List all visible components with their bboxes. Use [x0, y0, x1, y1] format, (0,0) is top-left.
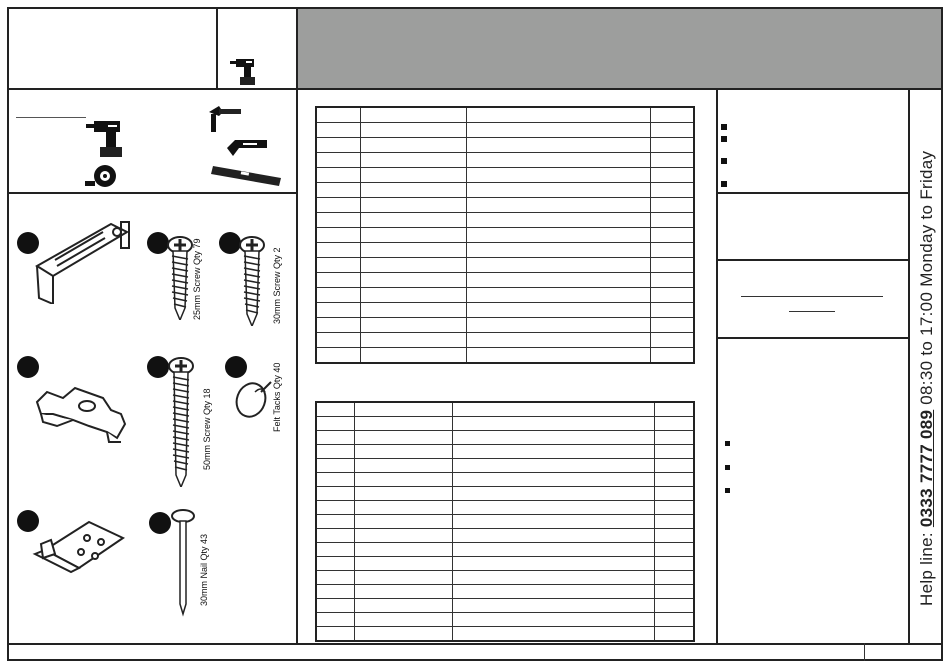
table-cell — [354, 445, 452, 459]
table-cell — [452, 445, 654, 459]
table-cell — [354, 599, 452, 613]
25mm-screw-icon — [165, 236, 195, 320]
table-cell — [654, 417, 694, 431]
table-row — [316, 153, 694, 168]
table-cell — [360, 258, 466, 273]
table-cell — [466, 213, 650, 228]
table-cell — [452, 571, 654, 585]
table-cell — [360, 123, 466, 138]
table-row — [316, 168, 694, 183]
table-cell — [650, 288, 694, 303]
table-cell — [452, 627, 654, 642]
table-cell — [354, 501, 452, 515]
50mm-screw-label: 50mm Screw Qty 18 — [202, 388, 212, 470]
hardware-section — [9, 194, 296, 642]
table-cell — [360, 213, 466, 228]
table-cell — [650, 243, 694, 258]
table-row — [316, 585, 694, 599]
table-cell — [654, 487, 694, 501]
table-cell — [316, 153, 360, 168]
table-row — [316, 473, 694, 487]
table-cell — [650, 123, 694, 138]
table-row — [316, 213, 694, 228]
table-cell — [466, 348, 650, 364]
table-cell — [650, 213, 694, 228]
table-cell — [354, 585, 452, 599]
table-cell — [360, 138, 466, 153]
table-cell — [466, 303, 650, 318]
table-cell — [316, 303, 360, 318]
hasp-hinge-icon — [31, 214, 135, 304]
table-row — [316, 613, 694, 627]
table-cell — [650, 348, 694, 364]
table-row — [316, 501, 694, 515]
table-cell — [466, 138, 650, 153]
cordless-drill-icon — [86, 115, 126, 159]
table-cell — [316, 585, 354, 599]
table-row — [316, 138, 694, 153]
table-cell — [316, 198, 360, 213]
table-cell — [316, 473, 354, 487]
table-cell — [316, 557, 354, 571]
table-cell — [650, 228, 694, 243]
table-cell — [316, 459, 354, 473]
table-cell — [354, 571, 452, 585]
tools-heading-underline — [16, 117, 86, 118]
table-cell — [452, 529, 654, 543]
table-row — [316, 123, 694, 138]
help-line-phone[interactable]: 0333 7777 089 — [917, 409, 936, 528]
turnbuckle-clip-icon — [33, 380, 129, 446]
table-row — [316, 417, 694, 431]
table-row — [316, 333, 694, 348]
table-row — [316, 487, 694, 501]
table-cell — [360, 288, 466, 303]
header-tool-box — [216, 7, 298, 90]
table-row — [316, 243, 694, 258]
table-row — [316, 543, 694, 557]
felt-tack-icon — [233, 372, 273, 422]
table-cell — [316, 183, 360, 198]
table-row — [316, 599, 694, 613]
bullet-5 — [725, 441, 730, 446]
table-cell — [316, 627, 354, 642]
table-row — [316, 183, 694, 198]
table-row — [316, 627, 694, 642]
table-cell — [654, 515, 694, 529]
table-cell — [354, 627, 452, 642]
hardware-badge-4 — [17, 356, 39, 378]
table-row — [316, 515, 694, 529]
table-cell — [452, 501, 654, 515]
signature-subline — [789, 311, 835, 312]
table-cell — [650, 138, 694, 153]
spirit-level-icon — [211, 162, 283, 188]
table-cell — [316, 288, 360, 303]
25mm-screw-label: 25mm Screw Qty 79 — [192, 238, 202, 320]
table-cell — [466, 258, 650, 273]
table-cell — [650, 198, 694, 213]
table-cell — [466, 333, 650, 348]
table-cell — [654, 459, 694, 473]
table-row — [316, 258, 694, 273]
table-cell — [466, 228, 650, 243]
table-cell — [650, 273, 694, 288]
table-cell — [452, 473, 654, 487]
parts-table-top — [315, 106, 695, 364]
table-cell — [452, 599, 654, 613]
table-row — [316, 273, 694, 288]
table-cell — [360, 228, 466, 243]
table-cell — [316, 613, 354, 627]
utility-knife-icon — [225, 134, 269, 158]
50mm-screw-icon — [166, 357, 196, 487]
table-cell — [466, 243, 650, 258]
table-row — [316, 348, 694, 364]
table-cell — [360, 107, 466, 123]
table-cell — [316, 348, 360, 364]
table-cell — [316, 318, 360, 333]
table-cell — [466, 123, 650, 138]
table-row — [316, 303, 694, 318]
30mm-screw-label: 30mm Screw Qty 2 — [272, 247, 282, 324]
table-cell — [452, 459, 654, 473]
table-cell — [654, 431, 694, 445]
table-cell — [360, 183, 466, 198]
table-cell — [452, 557, 654, 571]
table-cell — [316, 123, 360, 138]
table-cell — [360, 318, 466, 333]
table-cell — [654, 557, 694, 571]
table-row — [316, 459, 694, 473]
table-cell — [360, 168, 466, 183]
butt-hinge-icon — [31, 514, 127, 574]
table-row — [316, 228, 694, 243]
table-cell — [466, 168, 650, 183]
table-cell — [650, 333, 694, 348]
table-cell — [354, 515, 452, 529]
claw-hammer-icon — [207, 104, 243, 134]
table-cell — [360, 273, 466, 288]
table-cell — [452, 487, 654, 501]
table-cell — [452, 402, 654, 417]
table-cell — [654, 402, 694, 417]
table-cell — [654, 445, 694, 459]
table-cell — [650, 258, 694, 273]
table-cell — [316, 543, 354, 557]
hardware-badge-8 — [149, 512, 171, 534]
table-cell — [354, 557, 452, 571]
table-row — [316, 318, 694, 333]
table-cell — [316, 138, 360, 153]
table-row — [316, 557, 694, 571]
header-title-banner — [296, 7, 943, 90]
table-cell — [360, 243, 466, 258]
table-cell — [452, 585, 654, 599]
table-cell — [466, 183, 650, 198]
table-cell — [360, 303, 466, 318]
table-cell — [466, 318, 650, 333]
table-cell — [452, 515, 654, 529]
table-cell — [650, 303, 694, 318]
table-cell — [316, 529, 354, 543]
bullet-1 — [721, 124, 727, 130]
bullet-3 — [721, 158, 727, 164]
table-cell — [354, 431, 452, 445]
table-cell — [466, 107, 650, 123]
table-cell — [316, 402, 354, 417]
table-cell — [650, 168, 694, 183]
table-cell — [316, 599, 354, 613]
table-cell — [316, 258, 360, 273]
table-cell — [354, 529, 452, 543]
table-cell — [354, 459, 452, 473]
table-row — [316, 198, 694, 213]
table-row — [316, 431, 694, 445]
table-cell — [650, 318, 694, 333]
table-cell — [354, 402, 452, 417]
table-row — [316, 402, 694, 417]
bullet-7 — [725, 488, 730, 493]
felt-tack-label: Felt Tacks Qty 40 — [272, 362, 282, 432]
table-cell — [452, 431, 654, 445]
table-cell — [650, 153, 694, 168]
table-cell — [316, 333, 360, 348]
table-cell — [654, 599, 694, 613]
table-cell — [452, 613, 654, 627]
table-cell — [316, 417, 354, 431]
table-cell — [316, 445, 354, 459]
table-cell — [360, 348, 466, 364]
table-cell — [654, 529, 694, 543]
table-cell — [654, 627, 694, 642]
table-cell — [466, 288, 650, 303]
table-cell — [452, 543, 654, 557]
table-cell — [654, 613, 694, 627]
table-cell — [654, 571, 694, 585]
table-cell — [316, 273, 360, 288]
table-cell — [654, 473, 694, 487]
table-cell — [316, 431, 354, 445]
table-cell — [654, 543, 694, 557]
table-row — [316, 107, 694, 123]
table-cell — [316, 571, 354, 585]
parts-table-bottom — [315, 401, 695, 642]
table-row — [316, 445, 694, 459]
table-cell — [316, 168, 360, 183]
tape-measure-icon — [85, 163, 119, 189]
table-cell — [452, 417, 654, 431]
tools-required-section — [9, 90, 296, 193]
table-cell — [650, 183, 694, 198]
table-cell — [360, 153, 466, 168]
30mm-nail-icon — [170, 508, 196, 618]
table-row — [316, 288, 694, 303]
table-row — [316, 571, 694, 585]
table-cell — [654, 585, 694, 599]
signature-line — [741, 296, 883, 297]
table-cell — [354, 417, 452, 431]
table-cell — [354, 613, 452, 627]
table-cell — [316, 228, 360, 243]
table-cell — [360, 333, 466, 348]
header-logo-box — [7, 7, 218, 90]
table-cell — [316, 487, 354, 501]
30mm-nail-label: 30mm Nail Qty 43 — [199, 533, 209, 606]
table-cell — [316, 107, 360, 123]
bullet-6 — [725, 465, 730, 470]
table-cell — [316, 213, 360, 228]
table-cell — [354, 487, 452, 501]
table-cell — [354, 473, 452, 487]
table-cell — [316, 515, 354, 529]
table-cell — [360, 198, 466, 213]
table-cell — [466, 273, 650, 288]
help-line: Help line: 0333 7777 089 08:30 to 17:00 Monday to Friday — [917, 150, 936, 606]
bullet-4 — [721, 181, 727, 187]
bullet-2 — [721, 136, 727, 142]
table-cell — [466, 153, 650, 168]
table-row — [316, 529, 694, 543]
30mm-screw-icon — [237, 236, 267, 326]
table-cell — [316, 243, 360, 258]
table-cell — [316, 501, 354, 515]
table-cell — [466, 198, 650, 213]
table-cell — [654, 501, 694, 515]
table-cell — [354, 543, 452, 557]
cordless-drill-icon — [230, 53, 260, 87]
table-cell — [650, 107, 694, 123]
